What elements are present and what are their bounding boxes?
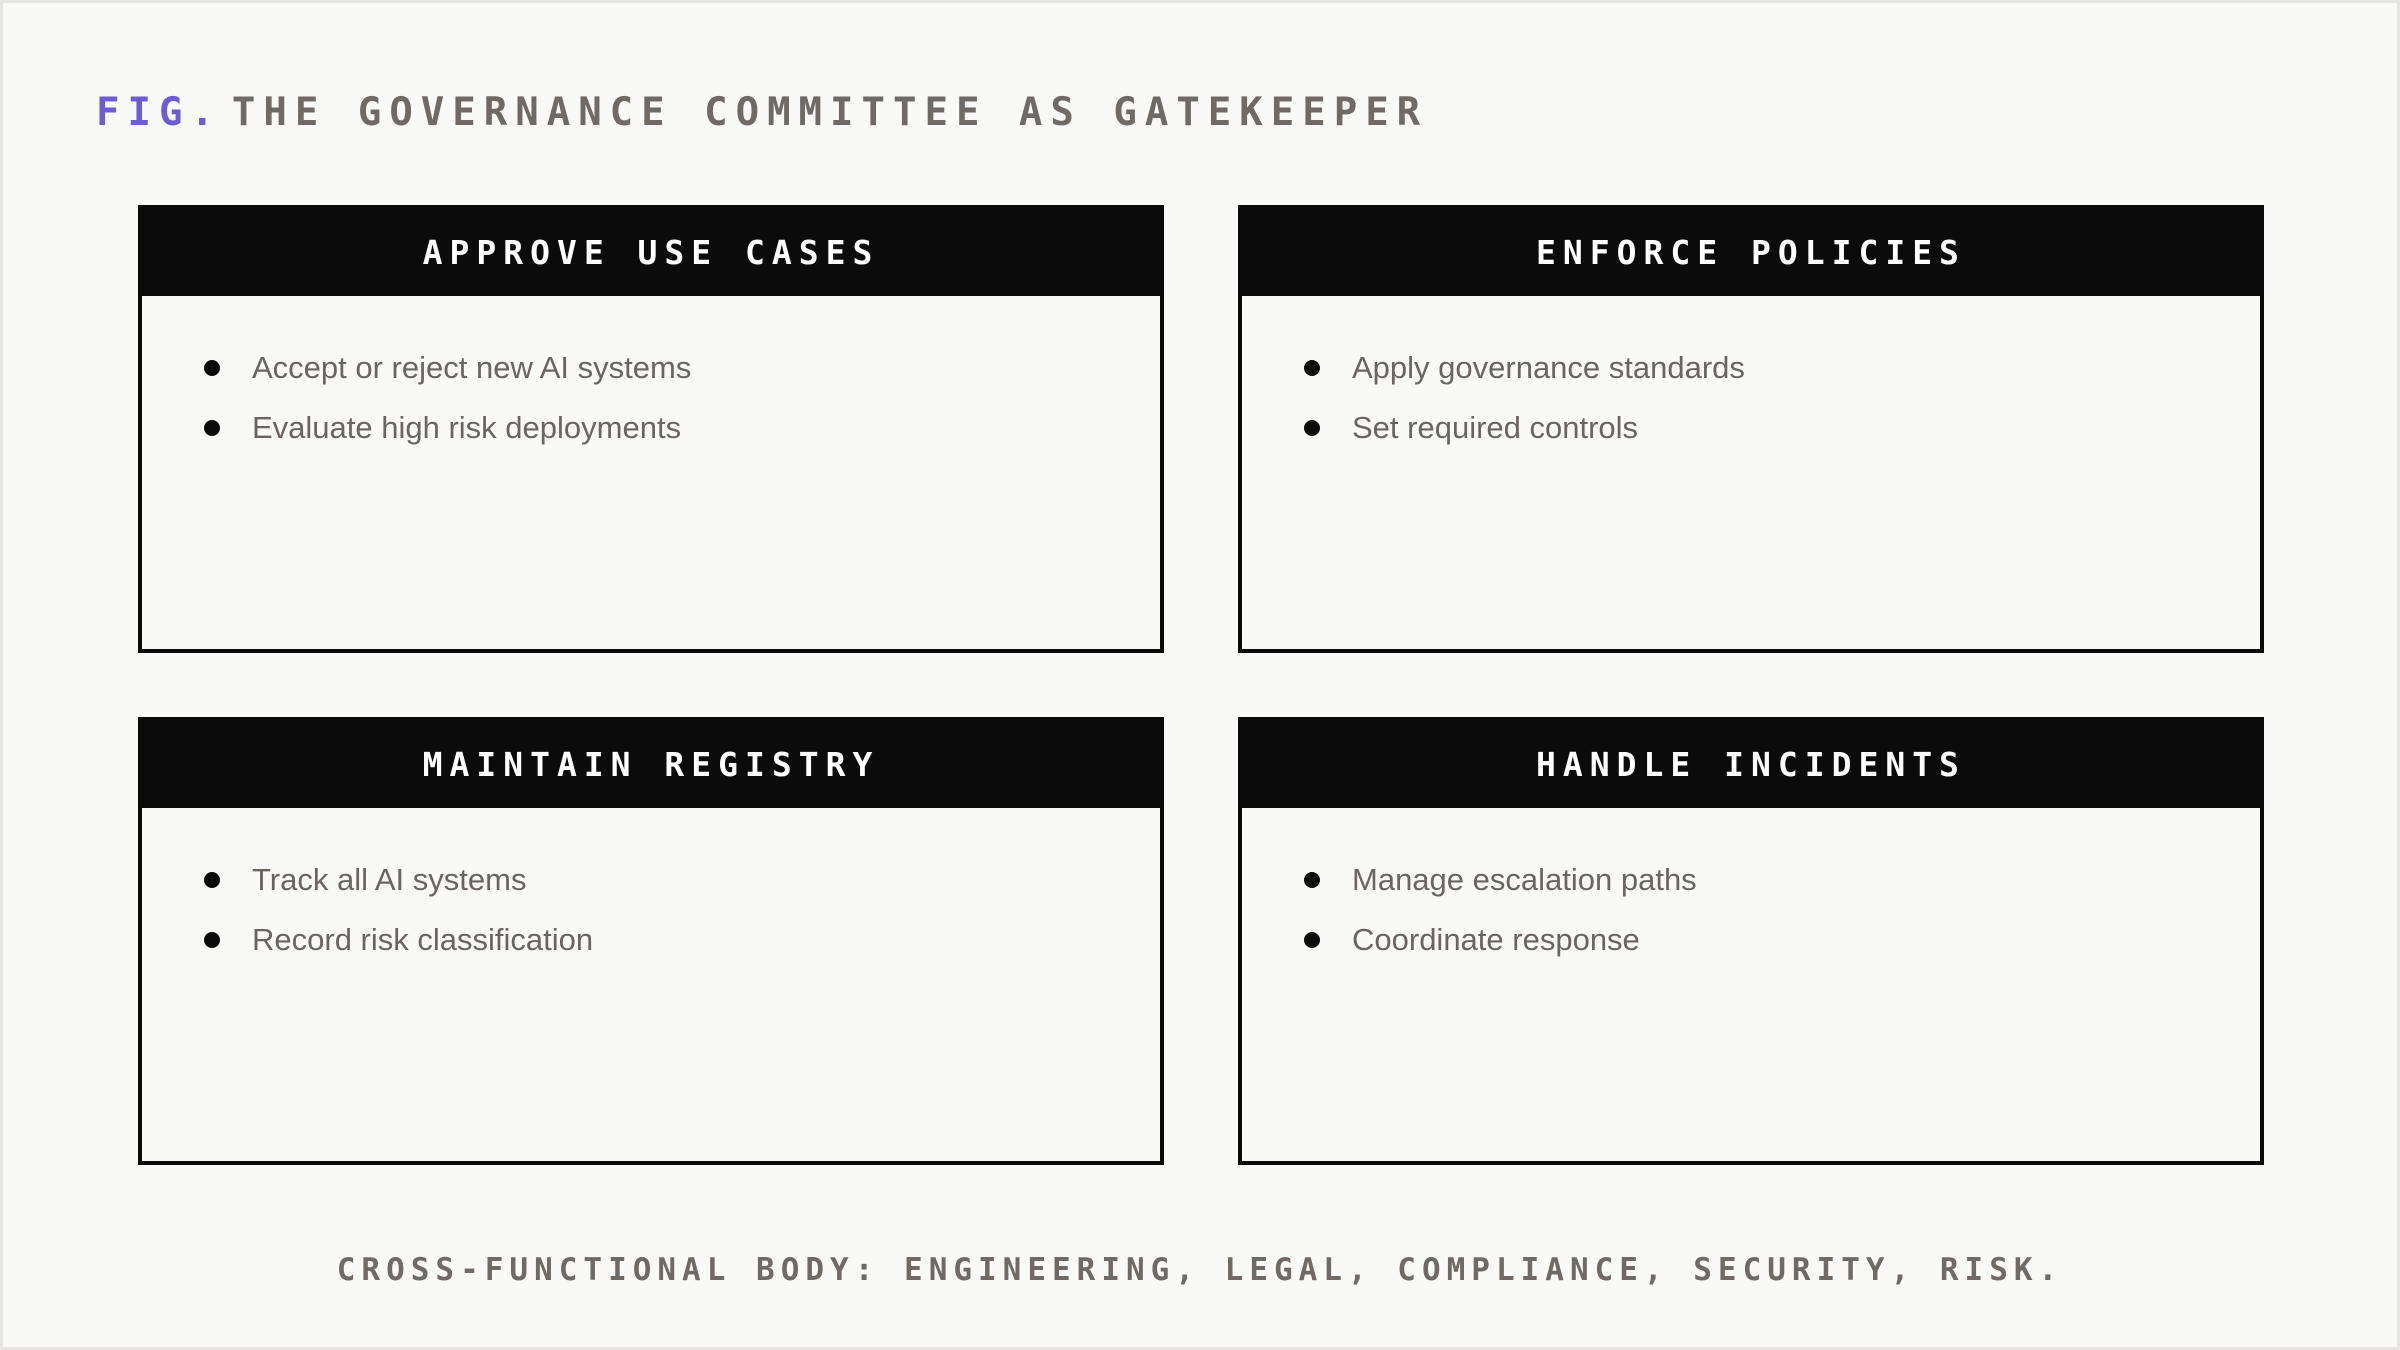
list-item xyxy=(204,398,1160,458)
figure-label: FIG. xyxy=(96,90,222,135)
bullet-icon xyxy=(204,872,220,888)
list-item xyxy=(1304,910,2260,970)
list-item-text: Track all AI systems xyxy=(252,862,527,897)
card-title: APPROVE USE CASES xyxy=(142,209,1160,296)
bullet-icon xyxy=(1304,360,1320,376)
list-item-text: Manage escalation paths xyxy=(1352,862,1697,897)
bullet-icon xyxy=(1304,932,1320,948)
bullet-icon xyxy=(204,932,220,948)
card-maintain-registry xyxy=(138,717,1164,1165)
list-item xyxy=(204,910,1160,970)
list-item-text: Record risk classification xyxy=(252,922,594,957)
bullet-icon xyxy=(204,420,220,436)
list-item xyxy=(204,850,1160,910)
card-approve-use-cases xyxy=(138,205,1164,653)
footer-caption: CROSS-FUNCTIONAL BODY: ENGINEERING, LEGAL, COMPLIANCE, SECURITY, RISK. xyxy=(336,1252,2064,1288)
card-item-list xyxy=(142,296,1160,458)
list-item-text: Accept or reject new AI systems xyxy=(252,350,692,385)
bullet-icon xyxy=(1304,872,1320,888)
list-item-text: Coordinate response xyxy=(1352,922,1640,957)
list-item xyxy=(204,338,1160,398)
list-item xyxy=(1304,850,2260,910)
list-item-text: Apply governance standards xyxy=(1352,350,1745,385)
list-item-text: Set required controls xyxy=(1352,410,1639,445)
figure-title xyxy=(96,89,1428,137)
card-enforce-policies xyxy=(1238,205,2264,653)
card-item-list xyxy=(1242,808,2260,970)
card-title: ENFORCE POLICIES xyxy=(1242,209,2260,296)
card-handle-incidents xyxy=(1238,717,2264,1165)
slide xyxy=(3,3,2397,1347)
card-item-list xyxy=(1242,296,2260,458)
bullet-icon xyxy=(204,360,220,376)
list-item-text: Evaluate high risk deployments xyxy=(252,410,682,445)
list-item xyxy=(1304,338,2260,398)
list-item xyxy=(1304,398,2260,458)
figure-title-text: THE GOVERNANCE COMMITTEE AS GATEKEEPER xyxy=(231,90,1429,135)
bullet-icon xyxy=(1304,420,1320,436)
card-title: HANDLE INCIDENTS xyxy=(1242,721,2260,808)
card-title: MAINTAIN REGISTRY xyxy=(142,721,1160,808)
card-item-list xyxy=(142,808,1160,970)
